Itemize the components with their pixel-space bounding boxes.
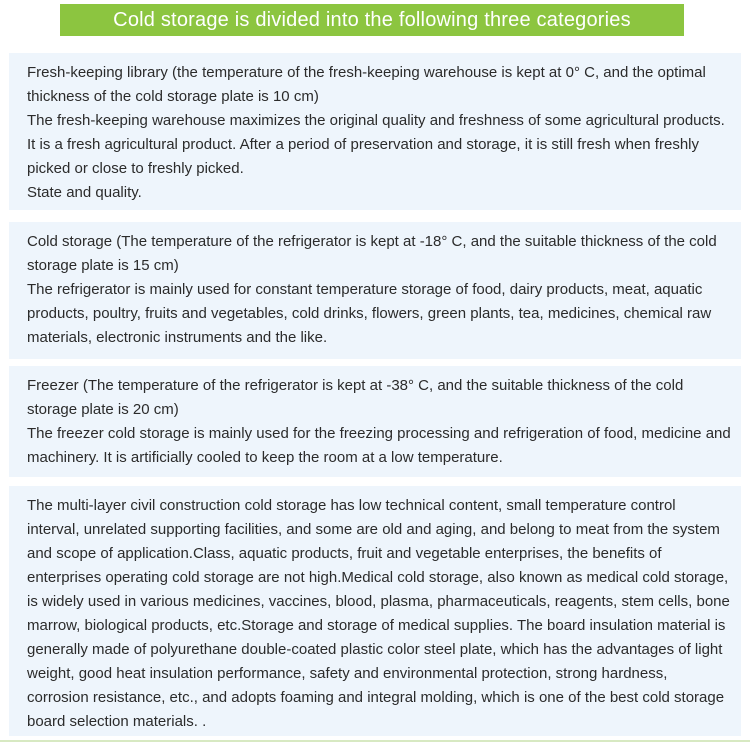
freezer-heading: Freezer (The temperature of the refrigerator is kept at -38° C, and the suitable thickness of the cold storage plate is 20 cm) xyxy=(27,377,684,418)
cold-storage-body: The refrigerator is mainly used for constant temperature storage of food, dairy products, meat, aquatic products, poultry, fruits and vegetables, cold drinks, flowers, green plants, tea, medicines, chemical raw materials, electronic instruments and the like. xyxy=(27,281,712,346)
cold-storage-heading: Cold storage (The temperature of the refrigerator is kept at -18° C, and the suitable thickness of the cold storage plate is 15 cm) xyxy=(27,233,717,274)
fresh-keeping-section xyxy=(9,53,741,210)
fresh-keeping-heading: Fresh-keeping library (the temperature of the fresh-keeping warehouse is kept at 0° C, and the optimal thickness of the cold storage plate is 10 cm) xyxy=(27,64,706,105)
section-banner: Cold storage is divided into the following three categories xyxy=(60,4,684,36)
freezer-section xyxy=(9,366,741,477)
bottom-divider xyxy=(0,740,750,742)
freezer-body: The freezer cold storage is mainly used for the freezing processing and refrigeration of food, medicine and machinery. It is artificially cooled to keep the room at a low temperature. xyxy=(27,425,731,466)
cold-storage-section xyxy=(9,222,741,359)
fresh-keeping-extra: State and quality. xyxy=(27,184,142,201)
general-description-section xyxy=(9,486,741,736)
general-description-body: The multi-layer civil construction cold storage has low technical content, small temperature control interval, unrelated supporting facilities, and some are old and aging, and belong to meat from the system and scope of application.Class, aquatic products, fruit and vegetable enterprises, the benefits of enterprises operating cold storage are not high.Medical cold storage, also known as medical cold storage, is widely used in various medicines, vaccines, blood, plasma, pharmaceuticals, reagents, stem cells, bone marrow, biological products, etc.Storage and storage of medical supplies. The board insulation material is generally made of polyurethane double-coated plastic color steel plate, which has the advantages of light weight, good heat insulation performance, safety and environmental protection, strong hardness, corrosion resistance, etc., and adopts foaming and integral molding, which is one of the best cold storage board selection materials. . xyxy=(27,497,730,730)
fresh-keeping-body: The fresh-keeping warehouse maximizes the original quality and freshness of some agricultural products. It is a fresh agricultural product. After a period of preservation and storage, it is still fresh when freshly picked or close to freshly picked. xyxy=(27,112,725,177)
